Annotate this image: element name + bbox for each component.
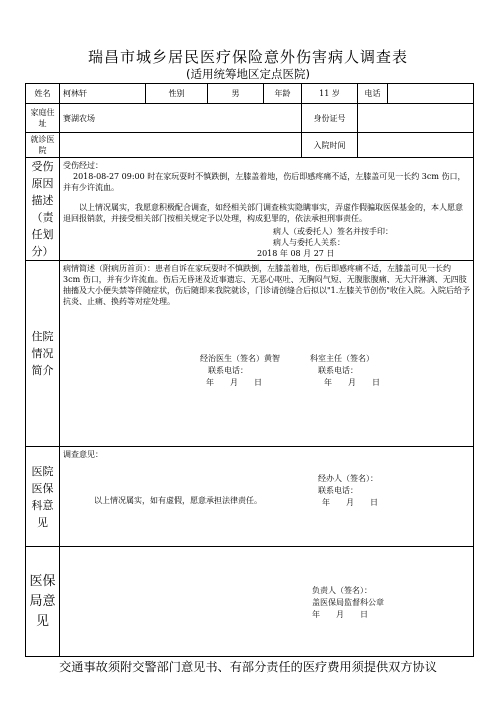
- id-label: 身份证号: [302, 104, 358, 133]
- survey-table: [25, 83, 474, 657]
- doctor-signature: 经治医生（签名）黄智: [200, 354, 280, 363]
- age-value[interactable]: 11 岁: [302, 84, 358, 104]
- handler-contact: 联系电话：: [318, 486, 358, 495]
- page-subtitle: (适用统筹地区定点医院): [186, 67, 310, 81]
- gender-value[interactable]: 男: [208, 84, 264, 104]
- leader-signature: 负责人（签名）：: [312, 586, 372, 595]
- hospital-opinion-section: [60, 447, 474, 547]
- gender-label: 性别: [146, 84, 208, 104]
- injury-relation: 病人与委托人关系：: [273, 238, 345, 247]
- address-value[interactable]: 赛湖农场: [60, 104, 302, 133]
- director-signature: 科室主任（签名）: [310, 354, 374, 363]
- hospital-opinion-label: 医院医保科意见: [26, 447, 60, 547]
- phone-value[interactable]: [388, 84, 474, 104]
- hospital-opinion-heading: 调查意见：: [63, 450, 103, 459]
- footer-note: 交通事故须附交警部门意见书、有部分责任的医疗费用须提供双方协议: [59, 660, 437, 674]
- bureau-opinion-label: 医保局意见: [26, 547, 60, 657]
- injury-heading: 受伤经过：: [63, 161, 103, 170]
- director-date: 年 月 日: [324, 378, 380, 387]
- bureau-date: 年 月 日: [312, 610, 368, 619]
- age-label: 年龄: [264, 84, 302, 104]
- address-label: 家庭住址: [26, 104, 60, 133]
- hospitalization-label: 住院情况简介: [26, 261, 60, 447]
- hospitalization-section: [60, 261, 474, 447]
- hospital-label: 就诊医院: [26, 133, 60, 158]
- name-label: 姓名: [26, 84, 60, 104]
- bureau-seal: 盖医保局监督科公章: [312, 598, 384, 607]
- admission-value[interactable]: [358, 133, 474, 158]
- handler-signature: 经办人（签名）：: [318, 474, 378, 483]
- admission-label: 入院时间: [302, 133, 358, 158]
- name-value[interactable]: 柯林轩: [60, 84, 146, 104]
- handler-date: 年 月 日: [322, 498, 378, 507]
- hospital-opinion-text[interactable]: 以上情况属实，如有虚假，愿意承担法律责任。: [94, 496, 262, 505]
- hospitalization-text[interactable]: 病情简述（附病历首页）：患者自诉在家玩耍时不慎跌倒，左膝盖着地，伤后即感疼痛不适，左膝盖可见一长约 3cm 伤口，并有少许流血。伤后无昏迷及近事遗忘、无恶心呕吐、无胸闷气短、无腹胀腹痛、无大汗淋漓、无四肢抽搐及大小便失禁等伴随症状，伤后随即来我院就诊，门诊请创缝合后拟以"1.左膝关节创伤"收住入院。入院后给予抗炎、止痛、换药等对症处理。: [63, 264, 470, 306]
- doctor-date: 年 月 日: [206, 378, 262, 387]
- page-title: 瑞昌市城乡居民医疗保险意外伤害病人调查表: [87, 48, 408, 66]
- injury-text[interactable]: 2018-08-27 09:00 时在家玩耍时不慎跌倒，左膝盖着地，伤后即感疼痛不适，左膝盖可见一长约 3cm 伤口，并有少许流血。: [63, 172, 466, 192]
- injury-date: 2018 年 08 月 27 日: [257, 249, 335, 258]
- bureau-opinion-section: [60, 547, 474, 657]
- injury-section: [60, 158, 474, 261]
- injury-signer: 病人（或委托人）签名并按手印：: [273, 227, 393, 236]
- injury-label: 受伤原因描述（责任划分）: [26, 158, 60, 261]
- director-contact: 联系电话：: [318, 366, 358, 375]
- injury-pledge: 以上情况属实，我愿意积极配合调查，如经相关部门调查核实隐瞒事实，弄虚作假骗取医保基金的，本人愿意退回报销款，并接受相关部门按相关规定予以处理，构成犯罪的，依法承担刑事责任。: [63, 203, 463, 223]
- doctor-contact: 联系电话：: [208, 366, 248, 375]
- hospital-value[interactable]: [60, 133, 302, 158]
- id-value[interactable]: [358, 104, 474, 133]
- phone-label: 电话: [358, 84, 388, 104]
